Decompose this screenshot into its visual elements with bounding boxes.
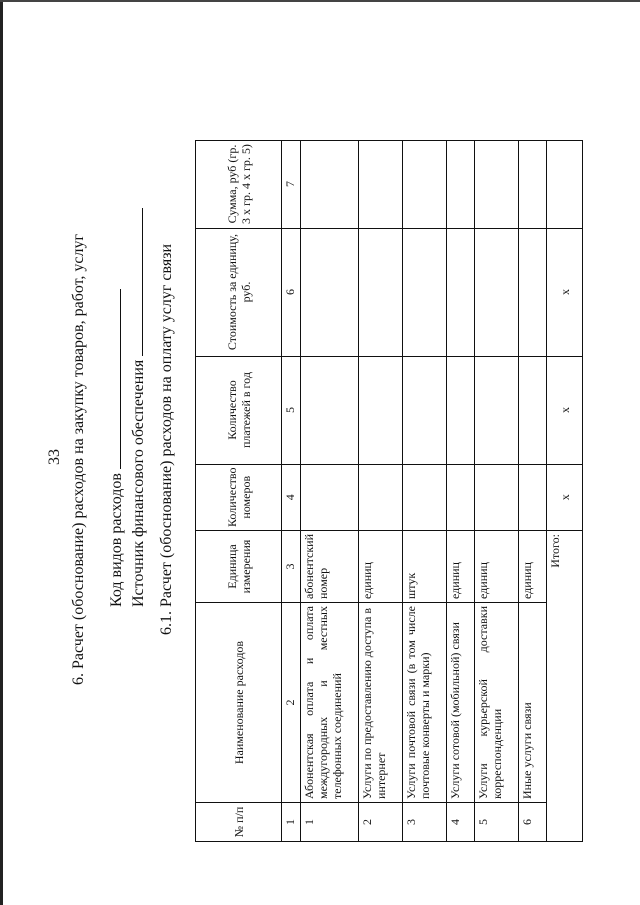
header-sum: Сумма, руб (гр. 3 х гр. 4 х гр. 5) [196, 140, 282, 228]
section-heading: 6. Расчет (обоснование) расходов на закупку товаров, работ, услуг [70, 233, 87, 685]
row-payments [447, 356, 475, 464]
row-unit: единиц [359, 531, 403, 603]
total-count: x [547, 464, 583, 530]
row-unit: единиц [475, 531, 519, 603]
row-num: 5 [475, 803, 519, 842]
row-cost [359, 228, 403, 356]
row-name: Услуги по предоставлению доступа в интернет [359, 603, 403, 803]
row-name: Услуги сотовой (мобильной) связи [447, 603, 475, 803]
page-number: 33 [46, 449, 63, 465]
row-count [301, 464, 359, 530]
row-count [403, 464, 447, 530]
row-sum [519, 140, 547, 228]
row-sum [447, 140, 475, 228]
row-payments [359, 356, 403, 464]
total-row [547, 140, 583, 841]
row-payments [403, 356, 447, 464]
expense-code-field [106, 289, 126, 607]
row-count [519, 464, 547, 530]
row-cost [301, 228, 359, 356]
column-index: 2 [282, 603, 301, 803]
table-row [475, 140, 519, 841]
expense-code-blank [106, 289, 121, 469]
funding-source-blank [128, 208, 143, 356]
row-count [447, 464, 475, 530]
total-sum [547, 140, 583, 228]
row-num: 6 [519, 803, 547, 842]
table-row [359, 140, 403, 841]
expense-code-label: Код видов расходов [108, 473, 125, 607]
total-cost: x [547, 228, 583, 356]
row-sum [301, 140, 359, 228]
header-unit: Единица измерения [196, 531, 282, 603]
communication-costs-table [195, 140, 583, 842]
total-payments: x [547, 356, 583, 464]
table-row [519, 140, 547, 841]
table-row [447, 140, 475, 841]
column-index: 7 [282, 140, 301, 228]
row-num: 4 [447, 803, 475, 842]
header-count: Количество номеров [196, 464, 282, 530]
row-cost [403, 228, 447, 356]
row-num: 1 [301, 803, 359, 842]
row-count [475, 464, 519, 530]
row-sum [475, 140, 519, 228]
row-count [359, 464, 403, 530]
table-row [301, 140, 359, 841]
column-index: 5 [282, 356, 301, 464]
row-sum [359, 140, 403, 228]
header-cost: Стоимость за единицу, руб. [196, 228, 282, 356]
column-index: 4 [282, 464, 301, 530]
table-header-row [196, 140, 282, 841]
row-unit: штук [403, 531, 447, 603]
header-num: № п/п [196, 803, 282, 842]
row-payments [301, 356, 359, 464]
column-index: 1 [282, 803, 301, 842]
row-unit: абонентский номер [301, 531, 359, 603]
row-name: Услуги курьерской доставки корреспонденции [475, 603, 519, 803]
row-cost [447, 228, 475, 356]
header-name: Наименование расходов [196, 603, 282, 803]
row-num: 3 [403, 803, 447, 842]
total-label: Итого: [547, 531, 583, 842]
row-name: Иные услуги связи [519, 603, 547, 803]
table-row [403, 140, 447, 841]
column-index-row [282, 140, 301, 841]
subsection-heading: 6.1. Расчет (обоснование) расходов на оплату услуг связи [158, 243, 175, 635]
row-cost [475, 228, 519, 356]
row-name: Абонентская оплата и оплата междугородных и местных телефонных соединений [301, 603, 359, 803]
row-payments [475, 356, 519, 464]
row-num: 2 [359, 803, 403, 842]
funding-source-field [128, 208, 148, 607]
row-sum [403, 140, 447, 228]
row-cost [519, 228, 547, 356]
row-payments [519, 356, 547, 464]
row-name: Услуги почтовой связи (в том числе почтовые конверты и марки) [403, 603, 447, 803]
row-unit: единиц [447, 531, 475, 603]
funding-source-label: Источник финансового обеспечения [130, 359, 147, 607]
column-index: 3 [282, 531, 301, 603]
column-index: 6 [282, 228, 301, 356]
header-payments: Количество платежей в год [196, 356, 282, 464]
row-unit: единиц [519, 531, 547, 603]
